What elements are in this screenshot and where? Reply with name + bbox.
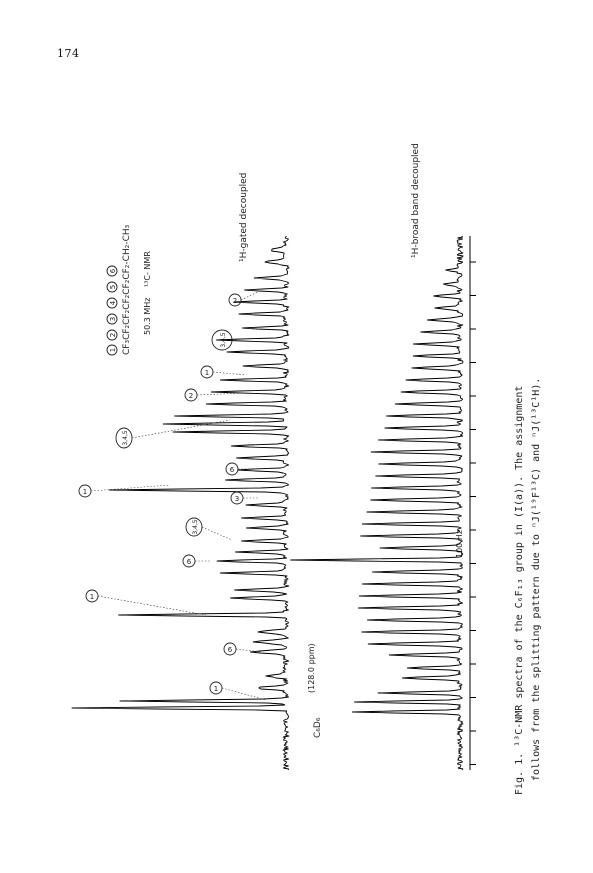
svg-text:2: 2 (188, 392, 194, 400)
structure-header (107, 224, 132, 355)
struct-num-5: 5 (109, 284, 117, 290)
struct-num-4: 4 (109, 300, 117, 306)
upper-spectrum-trace (72, 236, 289, 770)
struct-num-1: 1 (109, 347, 117, 353)
svg-text:3,4,5: 3,4,5 (122, 430, 129, 446)
peak-label (86, 590, 206, 615)
scale-label: 100 Hz (455, 529, 464, 558)
structure-numbers (107, 266, 117, 355)
svg-text:3,4,5: 3,4,5 (192, 519, 199, 535)
caption-line-1: Fig. 1. ¹³C-NMR spectra of the C₆F₁₃ group in (I(a)). The assignment (514, 385, 525, 795)
svg-text:1: 1 (82, 488, 88, 496)
structure-formula: CF₃CF₂CF₂CF₂CF₂CF₂-CH₂-CH₃ (122, 224, 132, 355)
svg-text:6: 6 (186, 558, 192, 566)
svg-text:1: 1 (204, 369, 210, 377)
peak-label (201, 366, 246, 378)
peak-label (231, 492, 258, 504)
experiment-label: ¹³C- NMR (143, 251, 152, 287)
svg-text:1: 1 (89, 593, 95, 601)
struct-num-3: 3 (109, 316, 117, 322)
page-number: 174 (57, 47, 80, 60)
lower-spectrum-trace (291, 236, 463, 770)
caption-line-2: follows from the splitting pattern due to ⁿJ(¹⁹F¹³C) and ⁿJ(¹³C¹H). (531, 377, 542, 781)
frequency-label: 50.3 MHz (143, 297, 152, 335)
peak-label (229, 290, 262, 306)
peak-label (210, 682, 266, 700)
svg-text:3: 3 (234, 495, 240, 503)
svg-text:6: 6 (227, 646, 233, 654)
svg-text:3,4,5: 3,4,5 (220, 332, 227, 348)
peak-label (226, 463, 252, 475)
lower-trace-label: ¹H-broad band decoupled (411, 143, 421, 258)
peak-label (186, 518, 232, 540)
frequency-line (143, 251, 152, 335)
struct-num-6: 6 (109, 268, 117, 274)
solvent-shift: (128.0 ppm) (307, 643, 316, 693)
figure-caption (514, 378, 542, 795)
peak-label (224, 643, 262, 655)
solvent-label: C₆D₆ (313, 717, 323, 738)
svg-text:1: 1 (213, 685, 219, 693)
peak-label (183, 555, 210, 567)
svg-text:6: 6 (229, 466, 235, 474)
axis-ticks (470, 262, 476, 765)
upper-trace-label: ¹H-gated decoupled (239, 172, 249, 262)
struct-num-2: 2 (109, 332, 117, 338)
svg-text:2: 2 (232, 297, 238, 305)
